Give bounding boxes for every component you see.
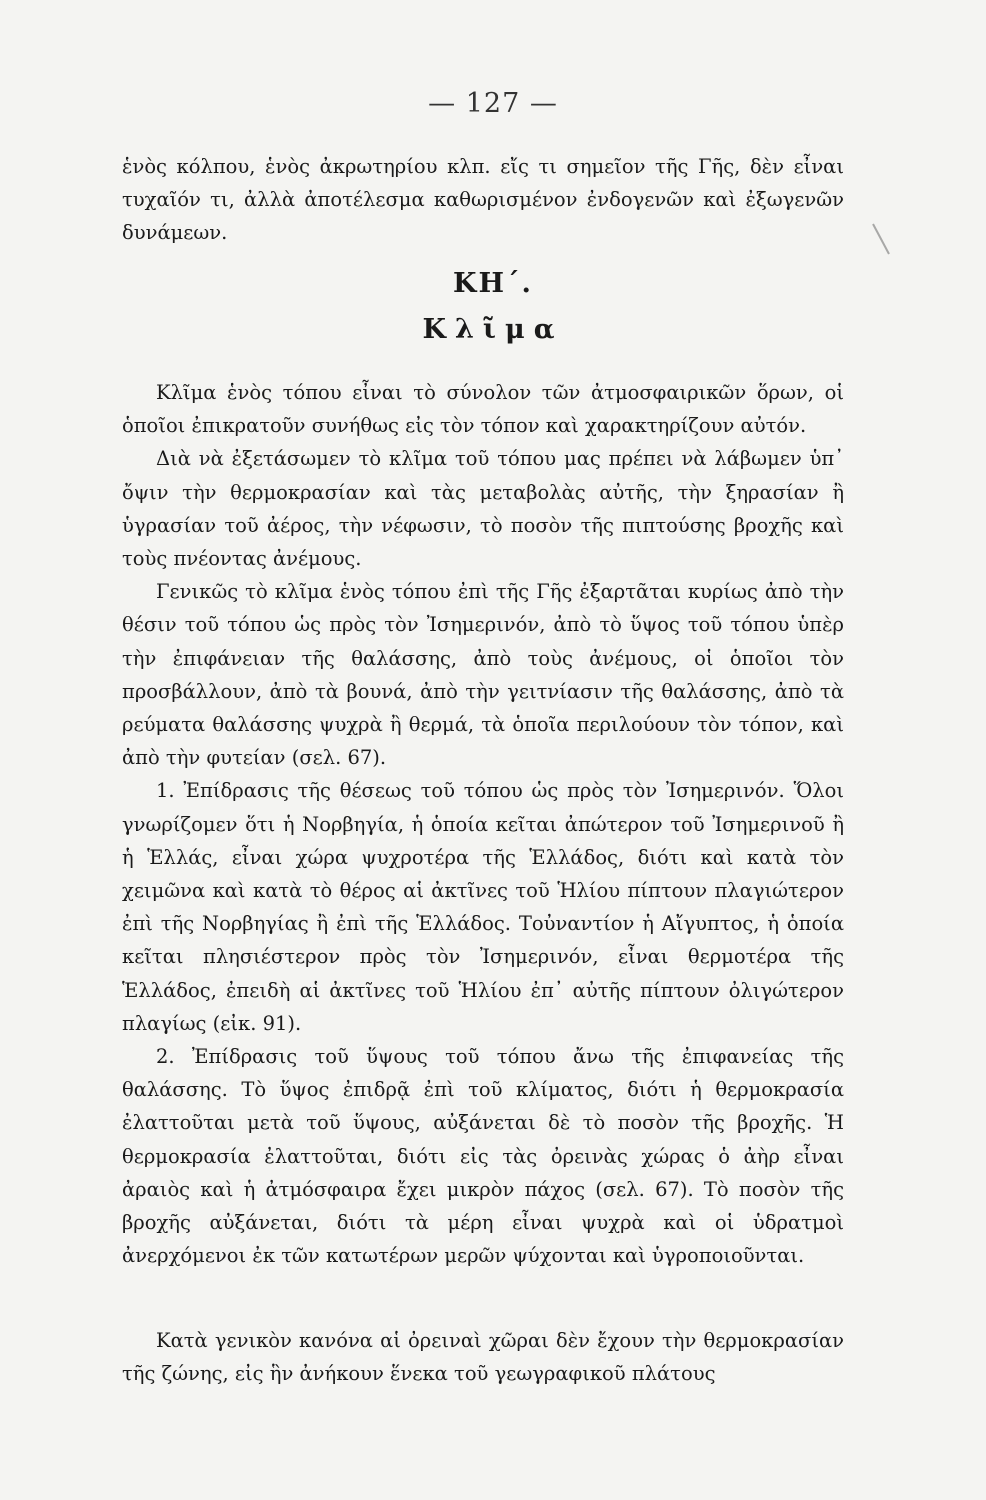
chapter-title: Κλῖμα	[422, 314, 564, 345]
paragraph-altitude-effect: 2. Ἐπίδρασις τοῦ ὕψους τοῦ τόπου ἄνω τῆς ἐπιφανείας τῆς θαλάσσης. Τὸ ὕψος ἐπιδρᾷ ἐπὶ τοῦ κλίματος, διότι ἡ θερμοκρασία ἐλαττοῦται μετὰ τοῦ ὕψους, αὐξάνεται δὲ τὸ ποσὸν τῆς βροχῆς. Ἡ θερμοκρασία ἐλαττοῦται, διότι εἰς τὰς ὀρεινὰς χώρας ὁ ἀὴρ εἶναι ἀραιὸς καὶ ἡ ἀτμόσφαιρα ἔχει μικρὸν πάχος (σελ. 67). Τὸ ποσὸν τῆς βροχῆς αὐξάνεται, διότι τὰ μέρη εἶναι ψυχρὰ καὶ οἱ ὑδρατμοὶ ἀνερχόμενοι ἐκ τῶν κατωτέρων μερῶν ψύχονται καὶ ὑγροποιοῦνται.	[122, 1045, 844, 1268]
page-number: — 127 —	[428, 88, 558, 119]
paragraph-latitude-effect: 1. Ἐπίδρασις τῆς θέσεως τοῦ τόπου ὡς πρὸς τὸν Ἰσημερινόν. Ὅλοι γνωρίζομεν ὅτι ἡ Νορβηγία, ἡ ὁποία κεῖται ἀπώτερον τοῦ Ἰσημερινοῦ ἢ ἡ Ἑλλάς, εἶναι χώρα ψυχροτέρα τῆς Ἑλλάδος, διότι καὶ κατὰ τὸν χειμῶνα καὶ κατὰ τὸ θέρος αἱ ἀκτῖνες τοῦ Ἡλίου πίπτουν πλαγιώτερον ἐπὶ τῆς Νορβηγίας ἢ ἐπὶ τῆς Ἑλλάδος. Τοὐναντίον ἡ Αἴγυπτος, ἡ ὁποία κεῖται πλησιέστερον πρὸς τὸν Ἰσημερινόν, εἶναι θερμοτέρα τῆς Ἑλλάδος, ἐπειδὴ αἱ ἀκτῖνες τοῦ Ἡλίου ἐπ᾽ αὐτῆς πίπτουν ὀλιγώτερον πλαγίως (εἰκ. 91).	[122, 779, 844, 1035]
chapter-number: ΚΗ΄.	[453, 268, 533, 299]
last-paragraph-block	[122, 1324, 844, 1390]
paragraph-mountain-rule: Κατὰ γενικὸν κανόνα αἱ ὀρειναὶ χῶραι δὲν ἔχουν τὴν θερμοκρασίαν τῆς ζώνης, εἰς ἣν ἀνήκουν ἕνεκα τοῦ γεωγραφικοῦ πλάτους	[122, 1329, 844, 1386]
paragraph-factors: Γενικῶς τὸ κλῖμα ἑνὸς τόπου ἐπὶ τῆς Γῆς ἐξαρτᾶται κυρίως ἀπὸ τὴν θέσιν τοῦ τόπου ὡς πρὸς τὸν Ἰσημερινόν, ἀπὸ τὸ ὕψος τοῦ τόπου ὑπὲρ τὴν ἐπιφάνειαν τῆς θαλάσσης, ἀπὸ τοὺς ἀνέμους, οἱ ὁποῖοι τὸν προσβάλλουν, ἀπὸ τὰ βουνά, ἀπὸ τὴν γειτνίασιν τῆς θαλάσσης, ἀπὸ τὰ ρεύματα θαλάσσης ψυχρὰ ἢ θερμά, τὰ ὁποῖα περιλούουν τὸν τόπον, καὶ ἀπὸ τὴν φυτείαν (σελ. 67).	[122, 580, 844, 770]
intro-paragraph: ἑνὸς κόλπου, ἑνὸς ἀκρωτηρίου κλπ. εἴς τι σημεῖον τῆς Γῆς, δὲν εἶναι τυχαῖόν τι, ἀλλὰ ἀποτέλεσμα καθωρισμένον ἐνδογενῶν καὶ ἐξωγενῶν δυνάμεων.	[122, 155, 844, 245]
paragraph-definition: Κλῖμα ἑνὸς τόπου εἶναι τὸ σύνολον τῶν ἀτμοσφαιρικῶν ὅρων, οἱ ὁποῖοι ἐπικρατοῦν συνήθως εἰς τὸν τόπον καὶ χαρακτηρίζουν αὐτόν.	[122, 381, 844, 438]
pencil-mark	[872, 224, 890, 255]
body-text	[122, 376, 844, 1272]
intro-paragraph-block	[122, 150, 844, 250]
paragraph-examination: Διὰ νὰ ἐξετάσωμεν τὸ κλῖμα τοῦ τόπου μας πρέπει νὰ λάβωμεν ὑπ᾽ ὄψιν τὴν θερμοκρασίαν καὶ τὰς μεταβολὰς αὐτῆς, τὴν ξηρασίαν ἢ ὑγρασίαν τοῦ ἀέρος, τὴν νέφωσιν, τὸ ποσὸν τῆς πιπτούσης βροχῆς καὶ τοὺς πνέοντας ἀνέμους.	[122, 447, 844, 571]
